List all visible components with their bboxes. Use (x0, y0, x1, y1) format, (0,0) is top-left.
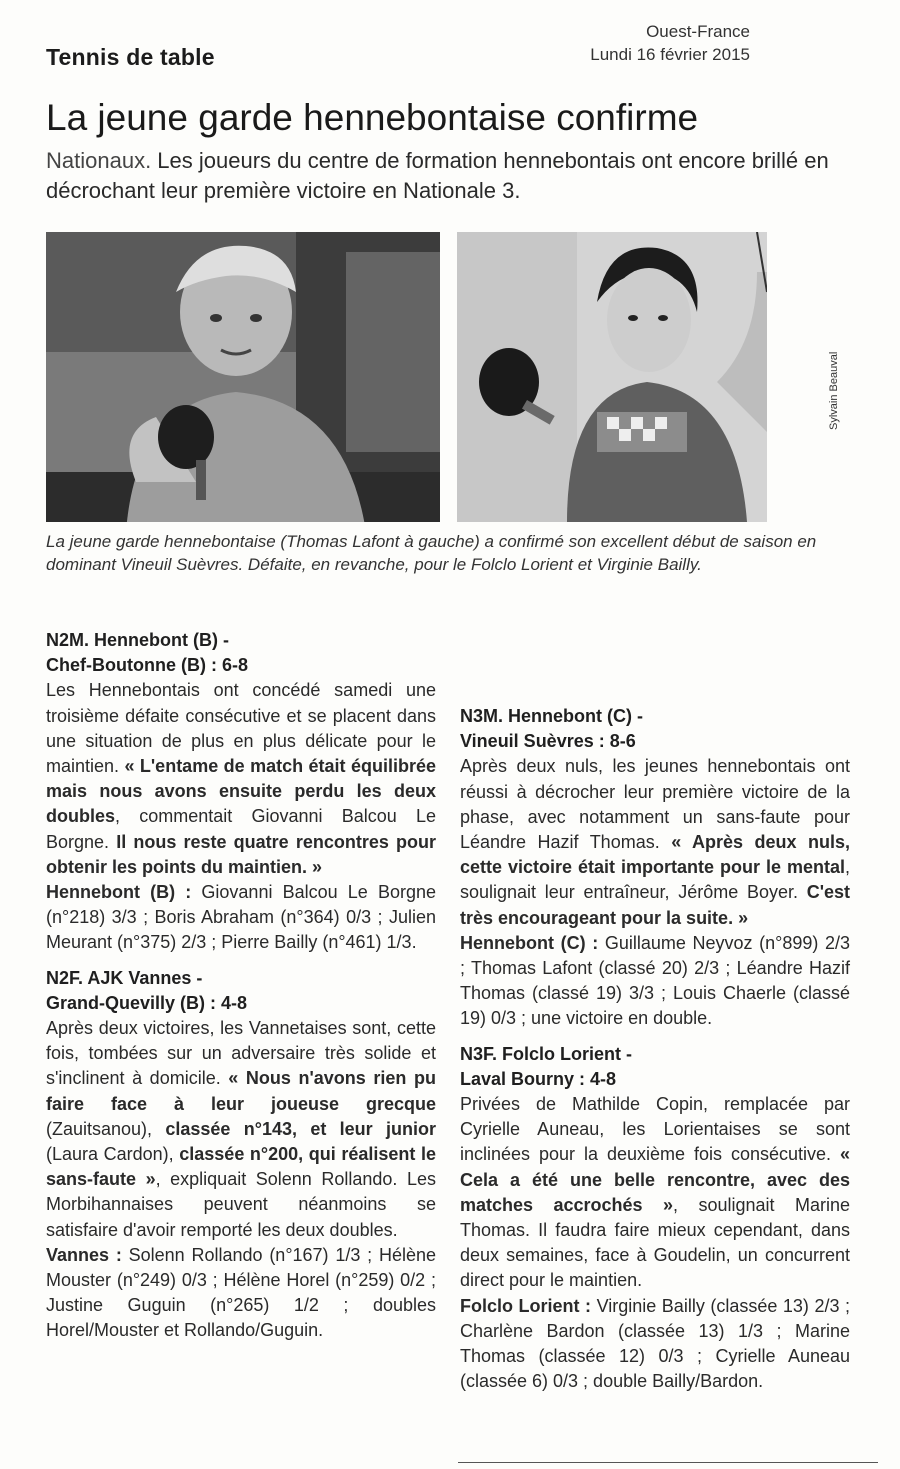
column-left (46, 628, 436, 1344)
n3m-team-list: Guillaume Neyvoz (n°899) 2/3 ; Thomas Lafont (classé 20) 2/3 ; Léandre Hazif Thomas (classé 19) 3/3 ; Louis Chaerle (classé 19) 0/3 ; une victoire en double. (460, 932, 850, 1029)
publication-name: Ouest-France (646, 22, 750, 41)
n3f-team-label: Folclo Lorient : (460, 1295, 592, 1316)
n2m-quote-2: Il nous reste quatre rencontres pour obtenir les points du maintien. » (46, 831, 436, 877)
n3m-title-line2: Vineuil Suèvres : 8-6 (460, 731, 636, 752)
article-standfirst (46, 146, 866, 206)
n3f-title-line1: N3F. Folclo Lorient - (460, 1043, 633, 1064)
n3m-text-1: Après deux nuls, les jeunes hennebontais ont réussi à décrocher leur première victoire de la phase, avec notamment un sans-faute pour Léandre Hazif Thomas. (460, 756, 850, 853)
article-n3f (460, 1042, 850, 1395)
n2m-team-label: Hennebont (B) : (46, 882, 192, 903)
n2f-body (46, 1016, 436, 1243)
n3f-text-2: , soulignait Marine Thomas. Il faudra faire mieux cependant, dans deux semaines, face à Goudelin, un concurrent direct pour le maintien. (460, 1194, 850, 1291)
standfirst-text: Les joueurs du centre de formation hennebontais ont encore brillé en décrochant leur première victoire en Nationale 3. (46, 148, 829, 203)
n3m-title-line1: N3M. Hennebont (C) - (460, 706, 643, 726)
article-n2f (46, 966, 436, 1344)
n2f-quote-1: « Nous n'avons rien pu faire face à leur joueuse grecque (46, 1068, 436, 1114)
n3f-quote-1: « Cela a été une belle rencontre, avec des matches accrochés » (460, 1144, 850, 1215)
n2f-title-line1: N2F. AJK Vannes - (46, 967, 203, 988)
n3f-lineup (460, 1294, 850, 1395)
n3m-text-2: , soulignait leur entraîneur, Jérôme Boyer. (460, 857, 850, 903)
column-right (460, 628, 850, 1394)
n2m-quote-1: « L'entame de match était équilibrée mais nous avons ensuite perdu les deux doubles (46, 756, 436, 827)
bottom-rule (458, 1462, 878, 1463)
n2f-text-1: Après deux victoires, les Vannetaises sont, cette fois, tombées sur un adversaire très solide et s'inclinent à domicile. (46, 1018, 436, 1089)
n2m-text-2: , commentait Giovanni Balcou Le Borgne. (46, 806, 436, 852)
article-headline: La jeune garde hennebontaise confirme (46, 97, 699, 138)
n3m-quote-2: C'est très encourageant pour la suite. » (460, 882, 850, 928)
photo-virginie-bailly (457, 232, 767, 522)
n2f-quote-2: classée n°143, et leur junior (165, 1118, 436, 1139)
article-n3m (460, 704, 850, 1032)
n2m-title-line1: N2M. Hennebont (B) - (46, 630, 229, 650)
n2f-lineup (46, 1243, 436, 1344)
photo-thomas-lafont (46, 232, 440, 522)
n3f-text-1: Privées de Mathilde Copin, remplacée par Cyrielle Auneau, les Lorientaises se sont inclinées pour la deuxième fois consécutive. (460, 1094, 850, 1165)
n3m-team-label: Hennebont (C) : (460, 932, 599, 953)
standfirst-lead: Nationaux. (46, 148, 152, 173)
publication-info (590, 20, 750, 66)
n2f-title-line2: Grand-Quevilly (B) : 4-8 (46, 992, 248, 1013)
n3f-body (460, 1092, 850, 1294)
n3m-quote-1: « Après deux nuls, cette victoire était importante pour le mental (460, 832, 850, 878)
photo-caption: La jeune garde hennebontaise (Thomas Lafont à gauche) a confirmé son excellent début de saison en dominant Vineuil Suèvres. Défaite, en revanche, pour le Folclo Lorient et Virginie Bailly. (46, 532, 817, 574)
n2f-text-3: (Laura Cardon), (46, 1144, 180, 1165)
n3m-lineup (460, 931, 850, 1032)
n2f-team-list: Solenn Rollando (n°167) 1/3 ; Hélène Mouster (n°249) 0/3 ; Hélène Horel (n°259) 0/2 ; Justine Guguin (n°265) 1/2 ; doubles Horel/Mouster et Rollando/Guguin. (46, 1244, 436, 1341)
n3f-team-list: Virginie Bailly (classée 13) 2/3 ; Charlène Bardon (classée 13) 1/3 ; Marine Thomas (classée 12) 0/3 ; Cyrielle Auneau (classée 6) 0/3 ; double Bailly/Bardon. (460, 1295, 850, 1392)
photo-credit: Sylvain Beauval (828, 351, 840, 430)
n2m-title-line2: Chef-Boutonne (B) : 6-8 (46, 655, 248, 676)
n2f-team-label: Vannes : (46, 1244, 122, 1265)
n2m-team-list: Giovanni Balcou Le Borgne (n°218) 3/3 ; Boris Abraham (n°364) 0/3 ; Julien Meurant (n°375) 2/3 ; Pierre Bailly (n°461) 1/3. (46, 882, 436, 953)
n2m-lineup (46, 880, 436, 956)
n3m-body (460, 754, 850, 930)
section-rubric: Tennis de table (46, 44, 215, 70)
n2f-text-4: , expliquait Solenn Rollando. Les Morbihannaises peuvent néanmoins se satisfaire d'avoir remporté les deux doubles. (46, 1169, 436, 1240)
n2f-text-2: (Zauitsanou), (46, 1118, 166, 1139)
article-n2m (46, 628, 436, 956)
n2m-body (46, 678, 436, 880)
publication-date: Lundi 16 février 2015 (590, 45, 750, 64)
n3f-title-line2: Laval Bourny : 4-8 (460, 1068, 617, 1089)
n2f-quote-3: classée n°200, qui réalisent le sans-faute » (46, 1144, 436, 1190)
n2m-text-1: Les Hennebontais ont concédé samedi une troisième défaite consécutive et se placent dans une situation de plus en plus délicate pour le maintien. (46, 680, 436, 777)
